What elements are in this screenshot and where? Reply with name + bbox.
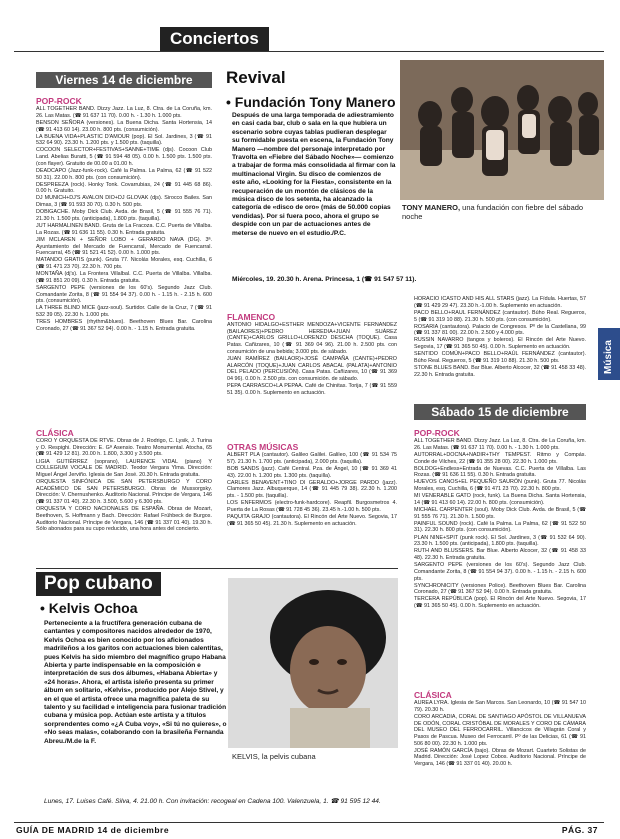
listing: TERCERA REPÚBLICA (pop). El Rincón del Arte Nuevo. Segovia, 17 (☎ 91 365 50 45). 0.00 h. Suplemento en actuación. <box>414 596 586 610</box>
friday-clasica-title: CLÁSICA <box>36 428 74 438</box>
listing: MATANDO GRATIS (punk). Gruta 77. Nicolás Morales, esq. Cuchilla, 6 (☎ 91 471 23 70). 22.30 h. 700 pts. <box>36 257 212 271</box>
listing: RUSSIN NAVARRO (tangos y boleros). El Rincón del Arte Nuevo. Segovia, 17 (☎ 91 365 50 45). 0.00 h. Suplemento en actuación. <box>414 337 586 351</box>
listing: ALL TOGETHER BAND. Dizzy Jazz. La Luz, 8. Ctra. de La Coruña, km. 26. Las Matas. (☎ 91 637 11 70). 0.00 h. - 1.30 h. 1.000 pts. <box>414 438 586 451</box>
listing: ANTONIO HIDALGO+ESTHER MENDOZA+VICENTE FERNÁNDEZ (BAILAORES)+PEDRO HEREDIA+JUAN SUÁREZ (CANTE)+CARLOS GRILLO+LORENZO DESCHA (TOQUE). Casa Patas. Cañizares, 10 (☎ 91 369 04 96). 21.00 h. 2.500 pts. con consumición de una bebida; 3.000 pts. de sábado. <box>227 322 397 355</box>
otras-title: OTRAS MÚSICAS <box>227 442 299 452</box>
listing: ORQUESTA SINFÓNICA DE SAN PETERSBURGO Y CORO ACADÉMICO DE SAN PETERSBURGO. Obras de Mussorgsky. Dirección: V. Chernushenko. Auditorio Nacional. Príncipe de Vergara, 146 (☎ 91 337 01 40). 22.30 h. 3.500, 5.600 y 6.300 pts. <box>36 479 212 506</box>
pop-cubano-rule <box>36 568 398 569</box>
right-friday-list <box>414 296 586 400</box>
listing: COCOON SELECTOR+FESTIVAS+SANNE+TIME (djs). Cocoon Club Land. Abelias Buratti, 5 (☎ 91 594 48 05). 0.00 h. 1.500 pts. 1.500 pts. (con flayer). Gratuito de 00.00 a 01.00 h. <box>36 147 212 167</box>
friday-poprock-list <box>36 106 212 424</box>
listing: BENSON SEÑORA (versiones). La Buena Dicha. Santa Hortensia, 14 (☎ 91 413 60 14). 23.00 h. 800 pts. (consumición). <box>36 119 212 133</box>
listing: SENTIDO COMÚN+PACO BELLO+RAÚL FERNÁNDEZ (cantautor). Búho Real. Regueros, 5 (☎ 91 319 10 88). 21.30 h. 500 pts. <box>414 351 586 364</box>
listing: DESPREEZA (rock). Honky Tonk. Covarrubias, 24 (☎ 91 445 68 86). 0.00 h. Gratuito. <box>36 181 212 195</box>
caption-text: una fundación con fiebre del sábado noche <box>402 203 584 221</box>
pop-cubano-lead: Perteneciente a la fructífera generación cubana de cantantes y compositores nacidos alrededor de 1970, Kelvis Ochoa es bien conocido por los aficionados madrileños a los garitos con actuaciones bien calentitas, pues Kelvis ha sido miembro del magnífico grupo Habana Abierta y parte indispensable en la composición e interpretación de sus dos álbumes, «Habana Abierta» y «24 horas». Ahora, el artista isleño presenta su primer álbum en solitario, «Kelvis», producido por Alejo Stivel, y en el que el artista ofrece una magnífica paleta de su talento y su facilidad e inteligencia para fusionar tradición cubana y música pop. Actúan este artista y a títulos sorprendentes como «¿A Cuba voy», «Si tú no quieres», o «No seas malas», colaborando con la brasileña Fernanda Abreu./M.de la F. <box>44 620 227 745</box>
saturday-clasica-list <box>414 700 586 818</box>
listing: PACO BELLO+RAUL FERNÁNDEZ (cantautor). Búho Real. Regueros, 5 (☎ 91 319 10 88). 21.30 h. 500 pts. (con consumición). <box>414 309 586 323</box>
caption-bold: TONY MANERO, <box>402 203 461 212</box>
listing: SARGENTO PEPE (versiones de los 60's). Segundo Jazz Club. Comandante Zorita, 8 (☎ 91 554 94 37). 0.00 h. - 1.15 h. - 2.15 h. 600 pts. <box>414 562 586 582</box>
top-rule <box>14 51 604 52</box>
listing: ROSARIA (cantautora). Palacio de Congresos. Pº de la Castellana, 99 (☎ 91 337 81 00). 22.00 h. 2.500 y 4.000 pts. <box>414 323 586 337</box>
listing: PAQUITA GRAJO (cantautora). El Rincón del Arte Nuevo. Segovia, 17 (☎ 91 365 50 45). 21.30 h. Suplemento en actuación. <box>227 513 397 527</box>
flamenco-title: FLAMENCO <box>227 312 276 322</box>
listing: MICHAEL CARPENTER (soul). Moby Dick Club. Avda. de Brasil, 5 (☎ 91 555 76 71). 21.30 h. 1.500 pts. <box>414 506 586 520</box>
otras-list <box>227 452 397 562</box>
listing: MONTAÑA (dj's). La Frontera Villalbal. C.C. Puerta de Villalba. Villalba. (☎ 91 851 20 09). 0.30 h. Entrada gratuita. <box>36 271 212 284</box>
pop-cubano-info <box>44 798 398 816</box>
listing: JUT HARMALINEN BAND. Gruta de La Fracoza. C.C. Puerta de Villalba. La Rozas. (☎ 91 636 11 55). 0.30 h. Entrada gratuita. <box>36 223 212 236</box>
revival-title: • Fundación Tony Manero <box>226 94 396 110</box>
tony-manero-photo <box>400 60 604 200</box>
friday-day-bar: Viernes 14 de diciembre <box>36 72 212 88</box>
listing: DJ MUNICH+DJ'S AVALON DIO+DJ GLOVAK (djs). Sirocco Bailes. San Dimas, 3 (☎ 91 593 30 70). 0.30 h. 500 pts. <box>36 195 212 209</box>
listing: PLAN NINE+SPIT (punk rock). El Sol. Jardines, 3 (☎ 91 532 64 90). 23.30 h. 1.500 pts. (anticipada), 1.800 pts. (taquilla). <box>414 534 586 548</box>
listing: JIM MCLAREN + SEÑOR LOBO + GERARDO NAVA (DG). 3ª. Ayuntamiento del Mercado de Fuencarral, Mercado de Fuencarral. Fuencarral, 45 (☎ 91 521 41 52). 0.00 h. 1.000 pts. <box>36 236 212 257</box>
listing: RUTH AND BLUSSERS. Bar Blue. Alberto Alcocer, 32 (☎ 91 458 33 48). 22.30 h. Entrada gratuita. <box>414 548 586 562</box>
listing: SYNCHRONICITY (versiones Police). Beethoven Blues Bar. Carolina Coronado, 27 (☎ 91 367 52 94). 0.00 h. Entrada gratuita. <box>414 582 586 596</box>
page-number: PÁG. 37 <box>561 825 598 835</box>
listing: DOBIGACHE. Moby Dick Club. Avda. de Brasil, 5 (☎ 91 555 76 71). 21.30 h. 1.500 pts. (anticipada), 1.800 pts. (taquilla). <box>36 209 212 222</box>
listing: LIGIA GUTIÉRREZ (soprano), LAURENCE VIDAL (piano) Y COLLEGIUM VOCALE DE MADRID. Teodor Vergara Ylma. Dirección: Miguel Ángel Jerviño. Iglesia de San José. 20.30 h. Entrada gratuita. <box>36 458 212 478</box>
footer-left: GUÍA DE MADRID 14 de diciembre <box>16 825 170 835</box>
saturday-poprock-list <box>414 438 586 684</box>
listing: MI VENERABLE GATO (rock, funk). La Buena Dicha. Santa Hortensia, 14 (☎ 91 413 60 14). 22.00 h. 800 pts. (consumición). <box>414 493 586 506</box>
listing: LA THREE BLIND MICE (jazz-soul). Surtidor. Calle de la Cruz, 7 (☎ 91 532 39 05). 22.30 h. 1.000 pts. <box>36 305 212 319</box>
listing: BOB SANDS (jazz). Café Central. Pza. de Ángel, 10 (☎ 91 369 41 43). 22.00 h. 1.200 pts. 1.300 pts. (taquilla). <box>227 465 397 479</box>
section-title: Conciertos <box>160 27 269 51</box>
listing: HORACIO ICASTO AND HIS ALL STARS (jazz). La Fídula. Huertas, 57 (☎ 91 429 29 47). 23.30 h.-1.00 h. Suplemento en actuación. <box>414 296 586 309</box>
revival-label: Revival <box>226 68 286 87</box>
listing: CORO Y ORQUESTA DE RTVE. Obras de J. Rodrigo, C. Lysik, J. Turina y O. Respighi. Dirección: E. Gª Asensio. Teatro Monumental. Atocha, 65 (☎ 91 429 12 81). 20.00 h. 1.800, 3.300 y 3.500 pts. <box>36 438 212 458</box>
flamenco-list <box>227 322 397 436</box>
side-tab-label: Música <box>603 340 614 374</box>
kelvis-photo <box>228 578 398 748</box>
saturday-clasica-title: CLÁSICA <box>414 690 452 700</box>
listing: BOLDOG+Endless+Entrada de Nuevas. C.C. Puerta de Villalba. Las Rozas. (☎ 91 636 11 55). 0.30 h. Entrada gratuita. <box>414 465 586 479</box>
listing: LOS ENFERMOS (electro-funk-hardcore). Reapfil. Burgosmetros 4. Puerta de La Rosas (☎ 91 728 45 36). 23.45 h.-1.00 h. 500 pts. <box>227 500 397 513</box>
listing: CORO ARCADIA, CORAL DE SANTIAGO APÓSTOL DE VILLANUEVA DE ODÓN, CORAL CRISTÓBAL DE MORALES Y CORO DE CÁMARA DEL MUSEO DEL FERROCARRIL. Villancicos de Villagrán Coral y Pasos de Pascua. Museo del Ferrocarril. Pº de las Delicias, 61 (☎ 91 506 80 00). 22.30 h. 1.000 pts. <box>414 713 586 747</box>
pop-cubano-label: Pop cubano <box>36 572 161 596</box>
pop-cubano-title: • Kelvis Ochoa <box>40 600 138 616</box>
revival-info: Miércoles, 19. 20.30 h. Arena. Princesa, 1 (☎ 91 547 57 11). <box>232 276 417 283</box>
listing: ALBERT PLA (cantautor). Galileo Galilei. Galileo, 100 (☎ 91 534 75 57). 21.30 h. 1.700 pts. (anticipada), 2.000 pts. (taquilla). <box>227 452 397 465</box>
listing: TRES HOMBRES (rhythm&blues). Beethoven Blues Bar. Carolina Coronado, 27 (☎ 91 367 52 94). 0.00 h. - 1.15 h. Entrada gratuita. <box>36 319 212 332</box>
listing: JOSÉ RAMÓN GARCÍA (bajo). Obras de Mozart. Cuarteto Solistas de Madrid. Dirección: José Lopez Cobos. Auditorio Nacional. Príncipe de Vergara, 146 (☎ 91 337 01 40). 20.00 h. <box>414 747 586 768</box>
section-side-tab[interactable] <box>598 328 620 380</box>
revival-lead: Después de una larga temporada de adiestramiento en casi cada bar, club o sala en la que hubiera un escenario sobre cuyas tablas pudieran desplegar su formidable puesta en escena, la Fundación Tony Manero —nombre del personaje interpretado por Travolta en «Fiebre del Sábado Noche»— comienzo a trabajar de forma más consolidada al firmar con la multinacional Virgin. Su disco de comienzos de este año, «Looking for la Fiesta», consistente en la recuperación de un montón de clásicos de la música disco de los setenta, ha alcanzado la categoría de «disco de oro» (más de 50.000 copias vendidas). Por si fuera poco, ahora el grupo se despide con un par de actuaciones antes de meterse de nuevo en el estudio./P.C. <box>232 112 396 237</box>
listing: PEPA CARRASCO+LA PEPAA. Café de Chinitas. Torija, 7 (☎ 91 559 51 35). 0.00 h. Suplemento en actuación. <box>227 383 397 396</box>
listing: DEADCAPO (Jazz-funk-rock). Café la Palma. La Palma, 62 (☎ 91 522 50 31). 22.00 h. 800 pts. (con consumición). <box>36 167 212 181</box>
pop-cubano-info-text: Lunes, 17. Luises Café. Silva, 4. 21.00 h. Con invitación: recogeal en Cadena 100. Valenzuela, 1. ☎ 91 595 12 44. <box>44 798 381 805</box>
friday-clasica-list <box>36 438 212 564</box>
listing: CARLES BENAVENT+TINO DI GERALDO+JORGE PARDO (jazz). Clamores Jazz. Albuquerque, 14 (☎ 91 445 79 38). 22.30 h. 1.200 pts. - 1.500 pts. (taquilla). <box>227 479 397 499</box>
listing: HUEVOS CANOS+EL PEQUEÑO SAURÓN (punk). Gruta 77. Nicolás Morales, esq. Cuchilla, 6 (☎ 91 471 23 70). 22.30 h. 800 pts. <box>414 479 586 493</box>
listing: LA BUENA VIDA+PLASTIC D'AMOUR (pop). El Sol. Jardines, 3 (☎ 91 532 64 90). 23.30 h. 1.200 pts. y 1.500 pts. (taquilla). <box>36 133 212 147</box>
listing: ALL TOGETHER BAND. Dizzy Jazz. La Luz, 8. Ctra. de La Coruña, km. 26. Las Matas. (☎ 91 637 11 70). 0.00 h. - 1.30 h. 1.000 pts. <box>36 106 212 119</box>
listing: ORQUESTA Y CORO NACIONALES DE ESPAÑA. Obras de Mozart, Beethoven, S. Hoffmann y Bach. Dirección: Rafael Frühbeck de Burgos. Auditorio Nacional. Príncipe de Vergara, 146 (☎ 91 337 01 40). 19.30 h. Sólo abonados para su cupo reducido, una hora antes del concierto. <box>36 506 212 533</box>
listing: SARGENTO PEPE (versiones de los 60's). Segundo Jazz Club. Comandante Zorita, 8 (☎ 91 554 94 37). 0.00 h. - 1.15 h. - 2.15 h. 600 pts. (consumición). <box>36 284 212 305</box>
footer-rule <box>14 822 604 823</box>
listing: AUREA LYRA. Iglesia de San Marcos. San Leonardo, 10 (☎ 91 547 10 79). 20.30 h. <box>414 700 586 713</box>
listing: PAINFUL SOUND (rock). Café la Palma. La Palma, 62 (☎ 91 522 50 31). 22.30 h. 800 pts. (con consumición). <box>414 520 586 534</box>
listing: JUAN RAMÍREZ (BAILAOR)+JOSÉ CAMPAÑA (CANTE)+PEDRO ALARCÓN (TOQUE)+JUAN CARLOS ABACAL (PALATA)+ANTONIO DEL PELADO (PERCUSIÓN). Casa Patas. Cañizares, 10 (☎ 91 369 04 96). 0.00 h. 2.500 pts. con consumición. de sábado. <box>227 355 397 383</box>
tony-manero-caption <box>402 203 602 221</box>
friday-poprock-title: POP-ROCK <box>36 96 82 106</box>
middle-continuation <box>227 296 397 310</box>
listing: STONE BLUES BAND. Bar Blue. Alberto Alcocer, 32 (☎ 91 458 33 48). 22.30 h. Entrada gratuita. <box>414 364 586 378</box>
saturday-poprock-title: POP-ROCK <box>414 428 460 438</box>
saturday-day-bar: Sábado 15 de diciembre <box>414 404 586 420</box>
listing: AUTORRAL+DOCNA+NADIR+THY TEMPEST. Ritmo y Compás. Conde de Vilches, 22 (☎ 91 355 28 00). 22.30 h. 1.000 pts. <box>414 451 586 465</box>
kelvis-caption: KELVIS, la pelvis cubana <box>232 752 316 761</box>
